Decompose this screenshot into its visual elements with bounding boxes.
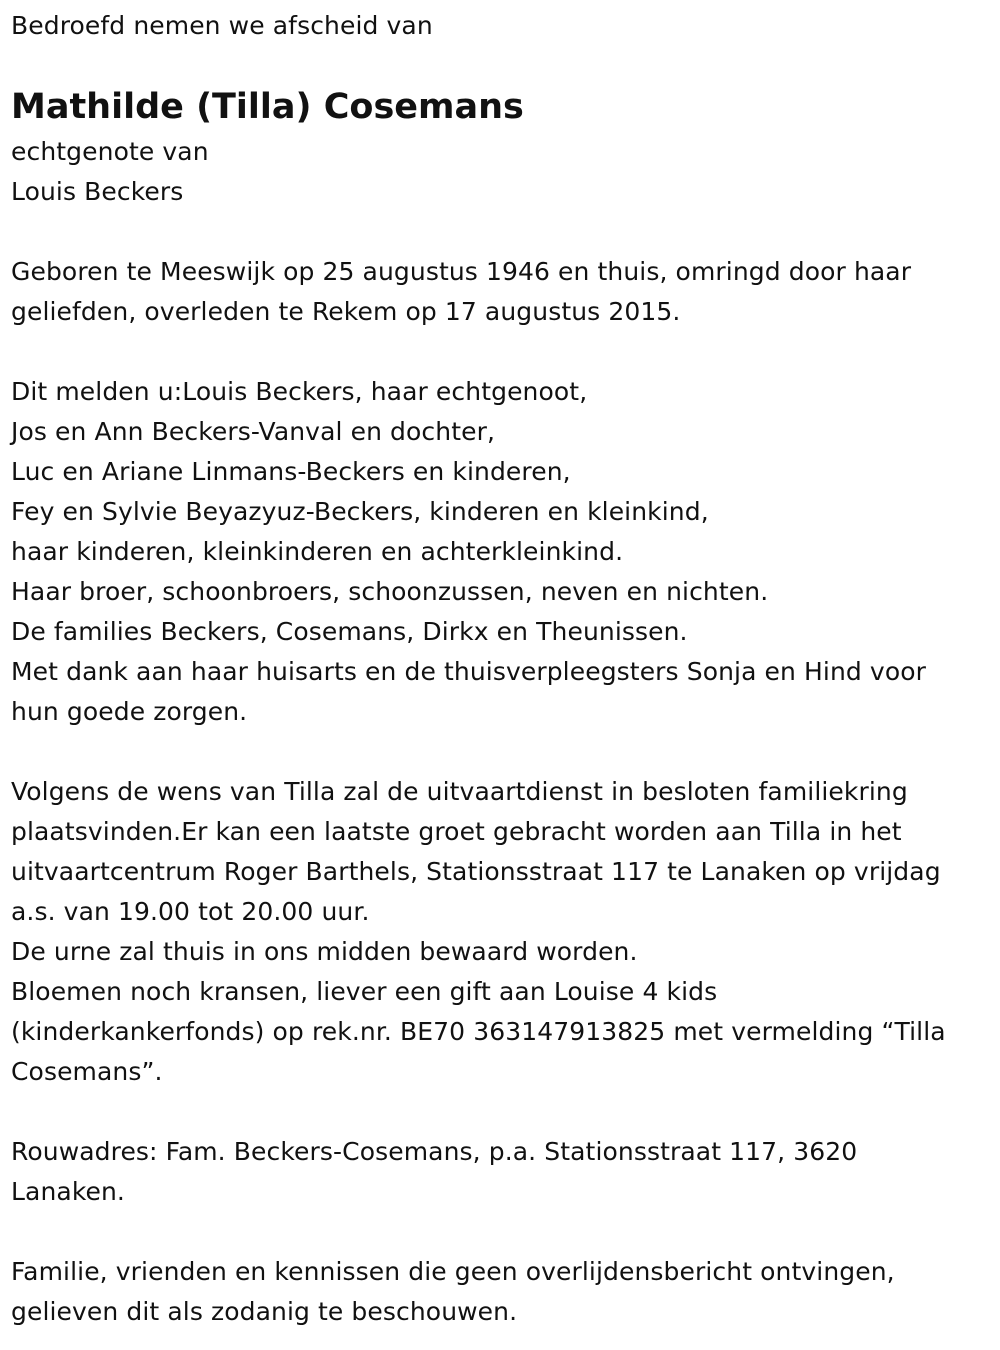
family-paragraph: [11, 372, 990, 732]
ceremony-paragraph: [11, 772, 990, 1092]
address-paragraph: [11, 1132, 990, 1212]
spouse-label: echtgenote van: [11, 137, 209, 166]
paragraph-line: uitvaartcentrum Roger Barthels, Stationsstraat 117 te Lanaken op vrijdag: [11, 857, 941, 886]
paragraph-gap: [11, 332, 990, 372]
closing-paragraph: [11, 1252, 990, 1332]
intro-text: Bedroefd nemen we afscheid van: [11, 11, 433, 40]
paragraph-line: haar kinderen, kleinkinderen en achterkleinkind.: [11, 537, 624, 566]
paragraph-line: (kinderkankerfonds) op rek.nr. BE70 363147913825 met vermelding “Tilla: [11, 1017, 946, 1046]
paragraph-line: Jos en Ann Beckers-Vanval en dochter,: [11, 417, 496, 446]
paragraph-gap: [11, 212, 990, 252]
paragraph-line: gelieven dit als zodanig te beschouwen.: [11, 1297, 518, 1326]
paragraph-line: Geboren te Meeswijk op 25 augustus 1946 en thuis, omringd door haar: [11, 257, 912, 286]
paragraph-line: Met dank aan haar huisarts en de thuisverpleegsters Sonja en Hind voor: [11, 657, 926, 686]
deceased-name: Mathilde (Tilla) Cosemans: [11, 87, 524, 127]
paragraph-line: hun goede zorgen.: [11, 697, 248, 726]
paragraph-line: De urne zal thuis in ons midden bewaard worden.: [11, 937, 638, 966]
paragraph-line: Dit melden u:Louis Beckers, haar echtgenoot,: [11, 377, 588, 406]
paragraph-gap: [11, 732, 990, 772]
paragraph-line: Volgens de wens van Tilla zal de uitvaartdienst in besloten familiekring: [11, 777, 908, 806]
paragraph-gap: [11, 1212, 990, 1252]
paragraph-line: Fey en Sylvie Beyazyuz-Beckers, kinderen en kleinkind,: [11, 497, 709, 526]
paragraph-line: plaatsvinden.Er kan een laatste groet gebracht worden aan Tilla in het: [11, 817, 902, 846]
paragraph-line: Luc en Ariane Linmans-Beckers en kinderen,: [11, 457, 571, 486]
paragraph-line: Cosemans”.: [11, 1057, 163, 1086]
paragraph-line: a.s. van 19.00 tot 20.00 uur.: [11, 897, 370, 926]
paragraph-line: De families Beckers, Cosemans, Dirkx en Theunissen.: [11, 617, 688, 646]
paragraph-line: Familie, vrienden en kennissen die geen overlijdensbericht ontvingen,: [11, 1257, 895, 1286]
spouse-name: Louis Beckers: [11, 177, 184, 206]
paragraph-line: Haar broer, schoonbroers, schoonzussen, neven en nichten.: [11, 577, 769, 606]
paragraph-gap: [11, 1092, 990, 1132]
paragraph-line: Rouwadres: Fam. Beckers-Cosemans, p.a. Stationsstraat 117, 3620: [11, 1137, 858, 1166]
paragraph-line: Bloemen noch kransen, liever een gift aan Louise 4 kids: [11, 977, 718, 1006]
paragraph-line: geliefden, overleden te Rekem op 17 augustus 2015.: [11, 297, 681, 326]
birth-death-paragraph: [11, 252, 990, 332]
paragraph-line: Lanaken.: [11, 1177, 125, 1206]
